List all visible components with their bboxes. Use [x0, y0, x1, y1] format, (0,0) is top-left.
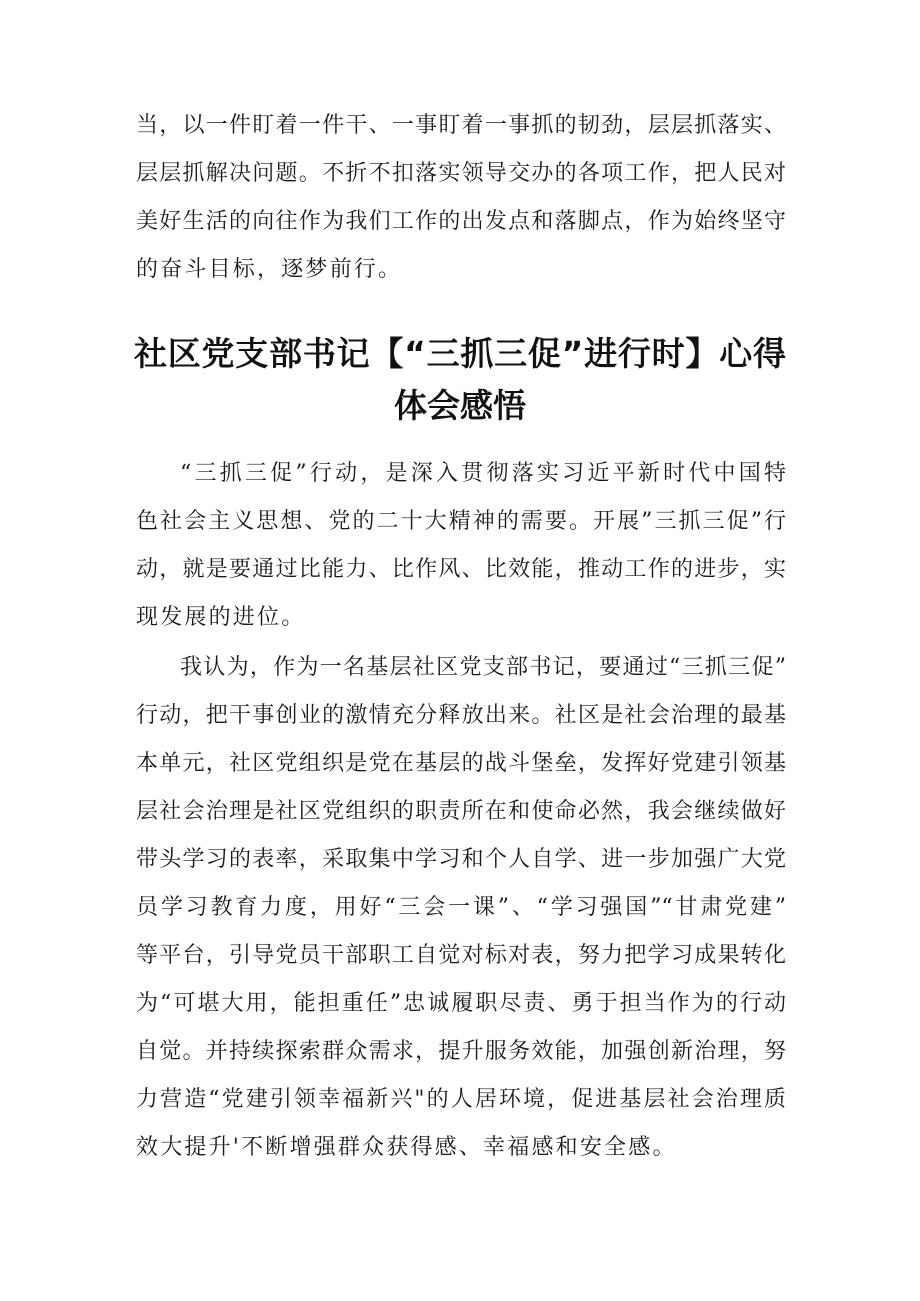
paragraph-2-line-8: 为“可堪大用，能担重任”忠诚履职尽责、勇于担当作为的行动	[136, 991, 786, 1016]
paragraph-1-line-1: “三抓三促”行动，是深入贯彻落实习近平新时代中国特	[180, 461, 786, 486]
intro-paragraph	[136, 102, 786, 294]
article-title-line-1: 社区党支部书记【“三抓三促”进行时】心得	[134, 334, 786, 373]
paragraph-2-line-10: 力营造“党建引领幸福新兴"的人居环境，促进基层社会治理质	[136, 1087, 786, 1112]
intro-line-2: 层层抓解决问题。不折不扣落实领导交办的各项工作，把人民对	[136, 161, 786, 186]
paragraph-1-line-3: 动，就是要通过比能力、比作风、比效能，推动工作的进步，实	[136, 557, 786, 582]
paragraph-2-line-6: 员学习教育力度，用好“三会一课”、“学习强国”“甘肃党建”	[136, 895, 786, 920]
paragraph-2	[136, 644, 786, 1172]
paragraph-2-line-4: 层社会治理是社区党组织的职责所在和使命必然，我会继续做好	[136, 799, 786, 824]
paragraph-2-line-3: 本单元，社区党组织是党在基层的战斗堡垒，发挥好党建引领基	[136, 751, 786, 776]
intro-line-1: 当，以一件盯着一件干、一事盯着一事抓的韧劲，层层抓落实、	[136, 113, 786, 138]
paragraph-2-line-7: 等平台，引导党员干部职工自觉对标对表，努力把学习成果转化	[136, 943, 786, 968]
paragraph-2-line-1: 我认为，作为一名基层社区党支部书记，要通过“三抓三促”	[180, 655, 786, 680]
paragraph-2-line-11: 效大提升'不断增强群众获得感、幸福感和安全感。	[136, 1135, 677, 1160]
paragraph-1	[136, 450, 786, 642]
article-title	[120, 328, 800, 432]
paragraph-2-line-2: 行动，把干事创业的激情充分释放出来。社区是社会治理的最基	[136, 703, 786, 728]
paragraph-2-line-5: 带头学习的表率，采取集中学习和个人自学、进一步加强广大党	[136, 847, 786, 872]
paragraph-1-line-2: 色社会主义思想、党的二十大精神的需要。开展”三抓三促”行	[136, 509, 786, 534]
intro-line-4: 的奋斗目标，逐梦前行。	[136, 257, 403, 282]
paragraph-2-line-9: 自觉。并持续探索群众需求，提升服务效能，加强创新治理，努	[136, 1039, 786, 1064]
intro-line-3: 美好生活的向往作为我们工作的出发点和落脚点，作为始终坚守	[136, 209, 786, 234]
paragraph-1-line-4: 现发展的进位。	[136, 605, 306, 630]
article-title-line-2: 体会感悟	[394, 386, 526, 425]
